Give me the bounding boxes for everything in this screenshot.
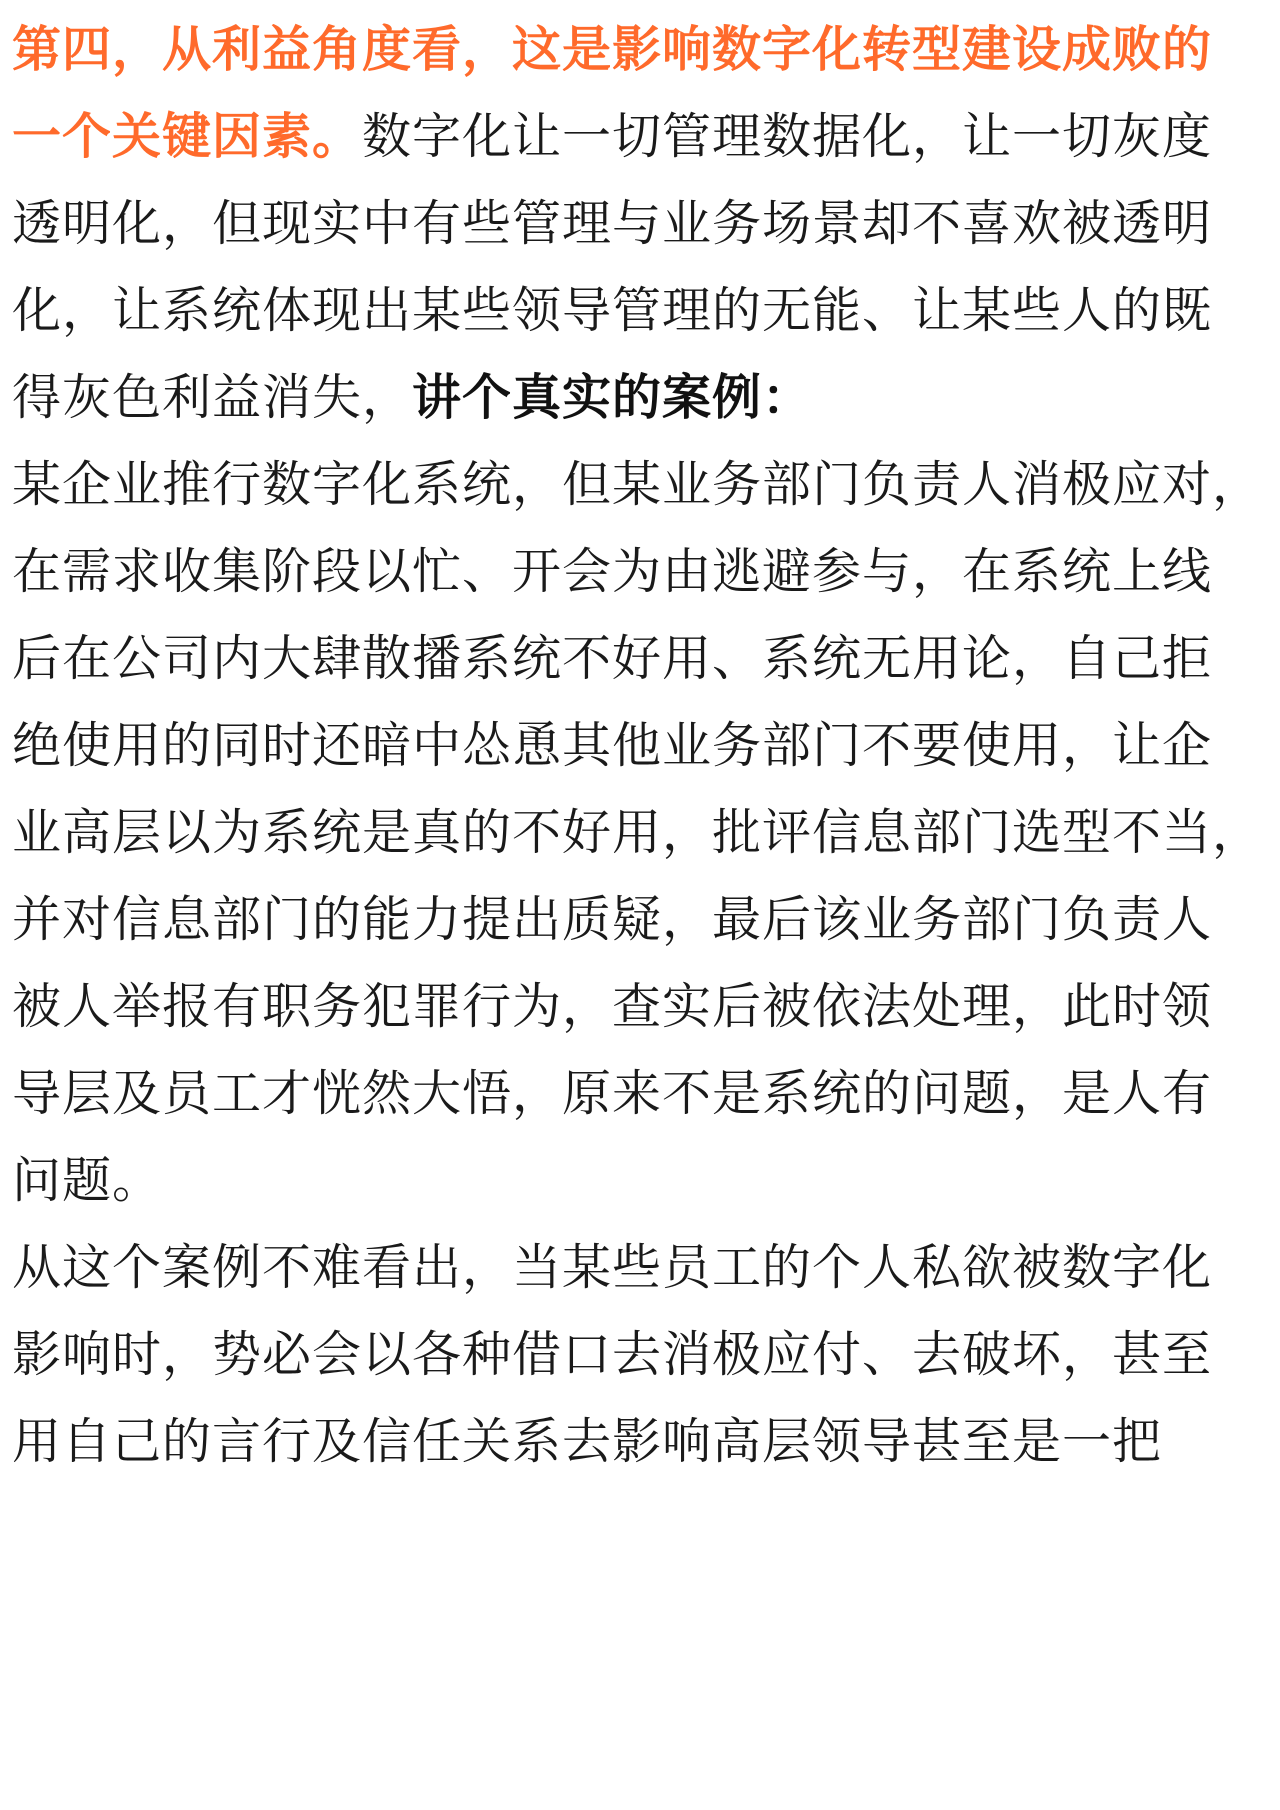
body-text: 某企业推行数字化系统，但某业务部门负责人消极应对， bbox=[12, 456, 1263, 513]
text-line bbox=[12, 1131, 1280, 1231]
text-line bbox=[12, 87, 1280, 187]
body-text: 得灰色利益消失， bbox=[12, 369, 413, 426]
body-text: 被人举报有职务犯罪行为，查实后被依法处理，此时领 bbox=[12, 978, 1213, 1035]
body-text: 在需求收集阶段以忙、开会为由逃避参与，在系统上线 bbox=[12, 543, 1213, 600]
body-text: 后在公司内大肆散播系统不好用、系统无用论，自己拒 bbox=[12, 630, 1213, 687]
text-line bbox=[12, 261, 1280, 361]
text-line bbox=[12, 0, 1280, 100]
text-line bbox=[12, 174, 1280, 274]
body-text: 透明化，但现实中有些管理与业务场景却不喜欢被透明 bbox=[12, 195, 1213, 252]
body-text: 导层及员工才恍然大悟，原来不是系统的问题，是人有 bbox=[12, 1065, 1213, 1122]
bold-text: 讲个真实的案例： bbox=[412, 369, 813, 426]
text-line bbox=[12, 1218, 1280, 1318]
text-line bbox=[12, 1305, 1280, 1405]
body-text: 绝使用的同时还暗中怂恿其他业务部门不要使用，让企 bbox=[12, 717, 1213, 774]
text-line bbox=[12, 957, 1280, 1057]
highlight-text: 第四，从利益角度看，这是影响数字化转型建设成败的 bbox=[12, 21, 1213, 78]
body-text: 从这个案例不难看出，当某些员工的个人私欲被数字化 bbox=[12, 1239, 1213, 1296]
body-text: 问题。 bbox=[12, 1152, 163, 1209]
body-text: 业高层以为系统是真的不好用，批评信息部门选型不当， bbox=[12, 804, 1263, 861]
body-text: 用自己的言行及信任关系去影响高层领导甚至是一把 bbox=[12, 1413, 1163, 1470]
text-line bbox=[12, 696, 1280, 796]
body-text: 数字化让一切管理数据化，让一切灰度 bbox=[362, 108, 1213, 165]
body-text: 化，让系统体现出某些领导管理的无能、让某些人的既 bbox=[12, 282, 1213, 339]
text-line bbox=[12, 348, 1280, 448]
text-line bbox=[12, 870, 1280, 970]
text-line bbox=[12, 435, 1280, 535]
body-text: 并对信息部门的能力提出质疑，最后该业务部门负责人 bbox=[12, 891, 1213, 948]
highlight-text: 一个关键因素。 bbox=[12, 108, 363, 165]
text-line bbox=[12, 1392, 1280, 1492]
text-line bbox=[12, 783, 1280, 883]
text-line bbox=[12, 609, 1280, 709]
body-text: 影响时，势必会以各种借口去消极应付、去破坏，甚至 bbox=[12, 1326, 1213, 1383]
text-line bbox=[12, 1044, 1280, 1144]
text-line bbox=[12, 522, 1280, 622]
